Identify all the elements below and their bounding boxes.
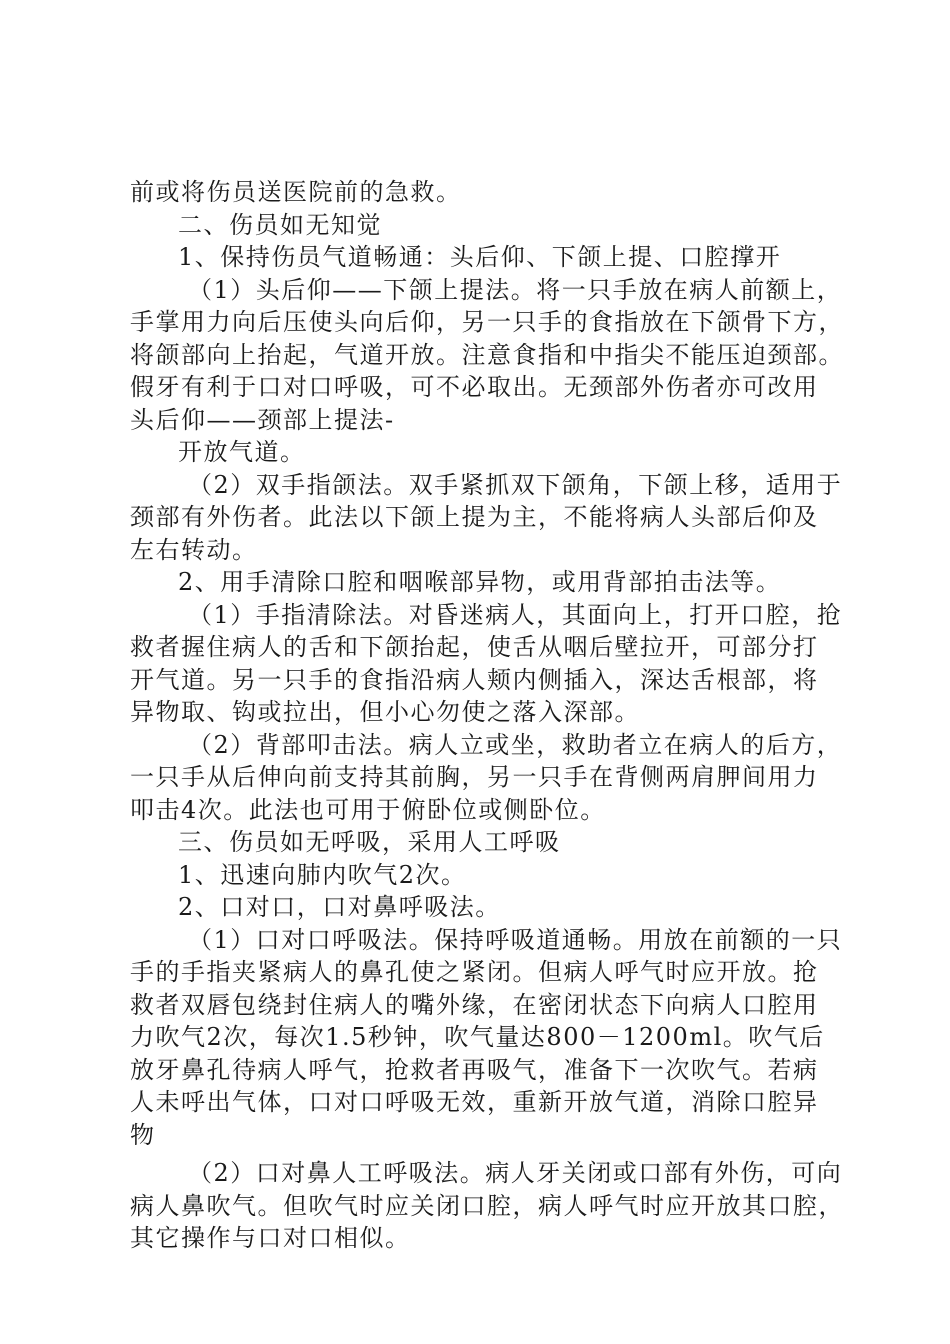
text-line: （1）口对口呼吸法。保持呼吸道通畅。用放在前额的一只 (188, 925, 843, 954)
text-line: 将颌部向上抬起，气道开放。注意食指和中指尖不能压迫颈部。 (130, 340, 844, 369)
text-line: 异物取、钩或拉出，但小心勿使之落入深部。 (130, 698, 640, 726)
text-line: 放牙鼻孔待病人呼气，抢救者再吸气，准备下一次吹气。若病 (130, 1055, 819, 1084)
section-heading: 三、伤员如无呼吸，采用人工呼吸 (178, 828, 561, 856)
text-line: 假牙有利于口对口呼吸，可不必取出。无颈部外伤者亦可改用 (130, 373, 819, 401)
subsection-heading: 2、用手清除口腔和咽喉部异物，或用背部拍击法等。 (178, 568, 782, 596)
text-line: 力吹气2次，每次1.5秒钟，吹气量达800－1200ml。吹气后 (130, 1023, 825, 1051)
text-line: 救者握住病人的舌和下颌抬起，使舌从咽后壁拉开，可部分打 (130, 633, 819, 661)
text-line: 其它操作与口对口相似。 (130, 1224, 411, 1252)
text-line: 叩击4次。此法也可用于俯卧位或侧卧位。 (130, 795, 606, 824)
text-line: （2）双手指颌法。双手紧抓双下颌角，下颌上移，适用于 (188, 470, 843, 499)
text-line: 颈部有外伤者。此法以下颌上提为主，不能将病人头部后仰及 (130, 503, 819, 531)
text-line: 一只手从后伸向前支持其前胸，另一只手在背侧两肩胛间用力 (130, 763, 819, 791)
text-line: 手的手指夹紧病人的鼻孔使之紧闭。但病人呼气时应开放。抢 (130, 958, 819, 986)
text-line: 头后仰——颈部上提法- (130, 405, 395, 434)
text-line: （1）头后仰——下颌上提法。将一只手放在病人前额上， (188, 275, 843, 304)
text-line: 人未呼出气体，口对口呼吸无效，重新开放气道，消除口腔异 (130, 1088, 819, 1116)
text-line: 开放气道。 (178, 438, 306, 466)
text-line: 手掌用力向后压使头向后仰，另一只手的食指放在下颌骨下方， (130, 308, 844, 336)
text-line: 前或将伤员送医院前的急救。 (130, 178, 462, 206)
text-line: （1）手指清除法。对昏迷病人，其面向上，打开口腔，抢 (188, 600, 843, 629)
text-line: 开气道。另一只手的食指沿病人颊内侧插入，深达舌根部，将 (130, 665, 819, 694)
text-line: （2）背部叩击法。病人立或坐，救助者立在病人的后方， (188, 730, 843, 759)
subsection-heading: 2、口对口，口对鼻呼吸法。 (178, 893, 501, 921)
text-line: 左右转动。 (130, 535, 258, 564)
text-line: 病人鼻吹气。但吹气时应关闭口腔，病人呼气时应开放其口腔， (130, 1191, 844, 1220)
text-line: （2）口对鼻人工呼吸法。病人牙关闭或口部有外伤，可向 (188, 1159, 843, 1187)
subsection-heading: 1、迅速向肺内吹气2次。 (178, 860, 467, 889)
text-line: 物 (130, 1120, 156, 1149)
section-heading: 二、伤员如无知觉 (178, 210, 382, 239)
subsection-heading: 1、保持伤员气道畅通：头后仰、下颌上提、口腔撑开 (178, 243, 782, 271)
text-line: 救者双唇包绕封住病人的嘴外缘，在密闭状态下向病人口腔用 (130, 990, 819, 1019)
document-body (130, 176, 844, 1255)
